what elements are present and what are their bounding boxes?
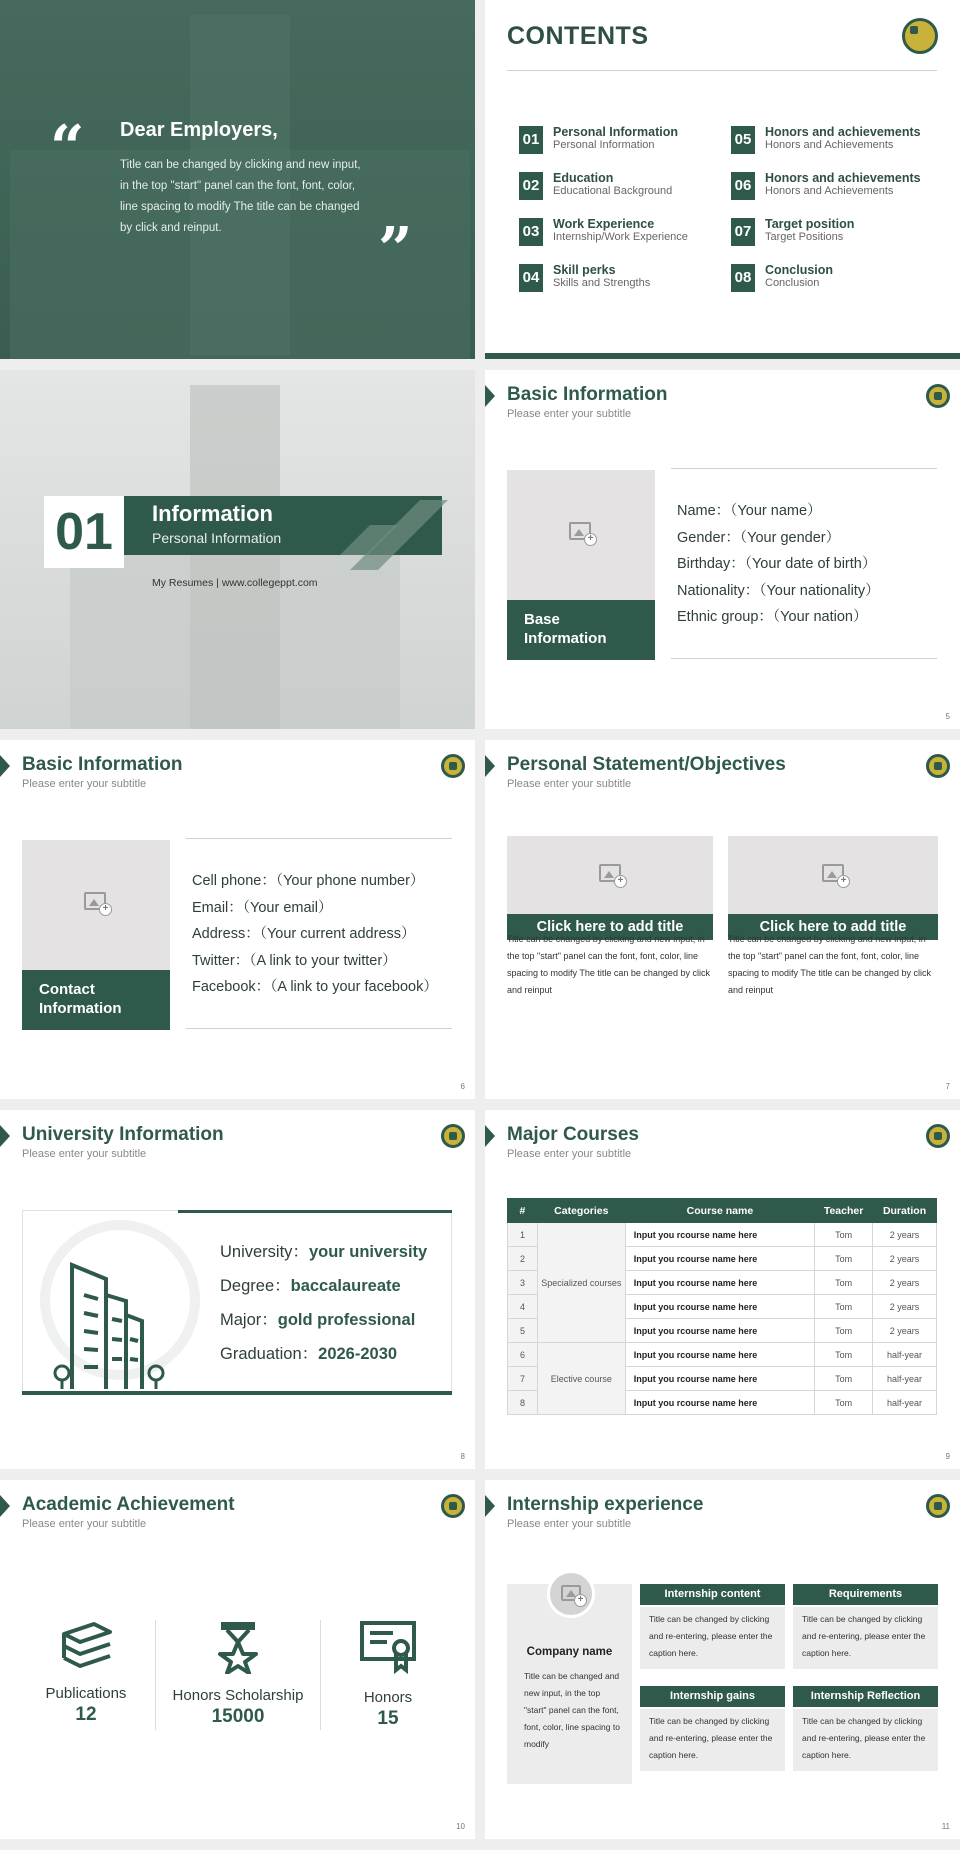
contents-item-title: Skill perks [553, 263, 616, 277]
bottom-bar [22, 1391, 452, 1395]
contents-item-number: 06 [731, 172, 755, 200]
teacher: Tom [815, 1247, 873, 1271]
block-text: Title can be changed by clicking and re-entering, please enter the caption here. [640, 1709, 785, 1771]
section-subtitle: Personal Information [152, 530, 282, 546]
university-logo-icon [926, 1124, 950, 1148]
slide-major-courses[interactable] [485, 1110, 960, 1469]
contents-item-title: Target position [765, 217, 855, 231]
slide-subtitle: Please enter your subtitle [507, 1148, 632, 1160]
contents-item[interactable] [519, 216, 719, 248]
detail-value: your university [308, 1243, 428, 1261]
duration: 2 years [873, 1271, 937, 1295]
duration: 2 years [873, 1247, 937, 1271]
info-line: Email：（Your email） [192, 899, 333, 916]
info-line: Gender：（Your gender） [677, 529, 841, 546]
open-quote-icon: “ [50, 113, 85, 183]
teacher: Tom [815, 1319, 873, 1343]
slide-section-information[interactable] [0, 370, 475, 729]
table-body [508, 1223, 937, 1415]
slide-title: Major Courses [507, 1124, 639, 1145]
slide-university-information[interactable] [0, 1110, 475, 1469]
section-url: My Resumes | www.collegeppt.com [152, 577, 318, 589]
teacher: Tom [815, 1391, 873, 1415]
block-head: Internship gains [640, 1686, 785, 1707]
course-name[interactable]: Input you rcourse name here [625, 1247, 814, 1271]
top-bar [178, 1210, 452, 1213]
contents-item[interactable] [731, 124, 931, 156]
slide-personal-statement[interactable] [485, 740, 960, 1099]
block-text: Title can be changed by clicking and re-entering, please enter the caption here. [640, 1607, 785, 1669]
header-marker [0, 755, 10, 777]
contents-item-number: 08 [731, 264, 755, 292]
university-line [220, 1306, 415, 1330]
row-number: 7 [508, 1367, 538, 1391]
university-logo-icon [926, 384, 950, 408]
course-name[interactable]: Input you rcourse name here [625, 1271, 814, 1295]
slide-title: Basic Information [507, 384, 668, 405]
university-logo-icon [926, 754, 950, 778]
divider [155, 1620, 156, 1730]
table-row [508, 1223, 937, 1247]
slide-subtitle: Please enter your subtitle [22, 778, 147, 790]
close-quote-icon: ” [378, 215, 413, 285]
course-name[interactable]: Input you rcourse name here [625, 1367, 814, 1391]
divider [186, 838, 452, 839]
contents-item[interactable] [731, 216, 931, 248]
contents-item-number: 03 [519, 218, 543, 246]
slide-basic-information[interactable] [485, 370, 960, 729]
achievement-value: 12 [75, 1704, 97, 1725]
info-line: Address：（Your current address） [192, 926, 416, 942]
university-line [220, 1272, 401, 1296]
detail-label: Degree： [220, 1277, 291, 1295]
contents-item-subtitle: Skills and Strengths [553, 277, 651, 289]
table-row [508, 1343, 937, 1367]
achievement-publications [16, 1620, 156, 1726]
course-name[interactable]: Input you rcourse name here [625, 1295, 814, 1319]
info-line: Ethnic group：（Your nation） [677, 609, 868, 625]
achievement-scholarship [168, 1620, 308, 1728]
teacher: Tom [815, 1271, 873, 1295]
university-logo-icon [441, 754, 465, 778]
block-head: Requirements [793, 1584, 938, 1605]
row-number: 4 [508, 1295, 538, 1319]
contents-item-number: 02 [519, 172, 543, 200]
certificate-icon [359, 1620, 417, 1676]
page-number: 5 [945, 712, 950, 721]
contents-item-subtitle: Honors and Achievements [765, 139, 894, 151]
bottom-bar [485, 353, 960, 359]
company-text: Title can be changed and new input, in the top "start" panel can the font, font, color, line spacing to modify [524, 1671, 620, 1749]
contents-item[interactable] [519, 170, 719, 202]
contents-item[interactable] [731, 170, 931, 202]
info-line: Birthday：（Your date of birth） [677, 556, 877, 572]
column-header: Course name [625, 1199, 814, 1223]
slide-title: Academic Achievement [22, 1494, 235, 1515]
info-line: Name：（Your name） [677, 503, 822, 519]
contents-item-number: 01 [519, 126, 543, 154]
letter-title: Dear Employers, [120, 119, 278, 141]
page-number: 9 [945, 1452, 950, 1461]
page-number: 8 [460, 1452, 465, 1461]
duration: half-year [873, 1391, 937, 1415]
category-cell: Specialized courses [537, 1223, 625, 1343]
header-marker [485, 1125, 495, 1147]
university-line [220, 1238, 427, 1262]
teacher: Tom [815, 1343, 873, 1367]
detail-label: Graduation： [220, 1345, 319, 1363]
block-text: Title can be changed by clicking and re-entering, please enter the caption here. [793, 1709, 938, 1771]
contents-item-subtitle: Personal Information [553, 139, 655, 151]
row-number: 2 [508, 1247, 538, 1271]
photo-placeholder[interactable] [728, 836, 938, 916]
slide-subtitle: Please enter your subtitle [22, 1518, 147, 1530]
contents-item-number: 04 [519, 264, 543, 292]
column-header: # [508, 1199, 538, 1223]
section-title: Information [152, 501, 273, 526]
contents-item-subtitle: Educational Background [553, 185, 673, 197]
slide-subtitle: Please enter your subtitle [22, 1148, 147, 1160]
column-header: Categories [537, 1199, 625, 1223]
photo-placeholder[interactable] [507, 836, 713, 916]
page-number: 10 [456, 1822, 465, 1831]
contents-item-number: 05 [731, 126, 755, 154]
contents-item-title: Work Experience [553, 217, 655, 231]
add-image-icon [599, 864, 621, 882]
card-text: Title can be changed by clicking and new input, in the top "start" panel can the font, font, color, line spacing to modify The title can be changed by click and reinput [728, 934, 931, 995]
teacher: Tom [815, 1367, 873, 1391]
slide-subtitle: Please enter your subtitle [507, 408, 632, 420]
university-logo-icon [441, 1494, 465, 1518]
row-number: 1 [508, 1223, 538, 1247]
divider [671, 468, 937, 469]
contents-item-subtitle: Target Positions [765, 231, 844, 243]
courses-table [507, 1198, 937, 1415]
company-logo-placeholder[interactable] [547, 1570, 595, 1618]
header-marker [485, 385, 495, 407]
card-text: Title can be changed by clicking and new input, in the top "start" panel can the font, font, color, line spacing to modify The title can be changed by click and reinput [507, 934, 710, 995]
row-number: 5 [508, 1319, 538, 1343]
contents-title: CONTENTS [507, 22, 649, 50]
detail-value: baccalaureate [290, 1277, 401, 1295]
add-image-icon [84, 892, 106, 910]
table-header [508, 1199, 937, 1223]
row-number: 8 [508, 1391, 538, 1415]
tower-silhouette [190, 385, 280, 729]
page-number: 7 [945, 1082, 950, 1091]
contents-item-subtitle: Conclusion [765, 277, 820, 289]
block-text: Title can be changed by clicking and re-entering, please enter the caption here. [793, 1607, 938, 1669]
contents-item-number: 07 [731, 218, 755, 246]
info-line: Twitter：（A link to your twitter） [192, 952, 397, 969]
page-number: 6 [460, 1082, 465, 1091]
contents-item-subtitle: Internship/Work Experience [553, 231, 688, 243]
university-logo-icon [926, 1494, 950, 1518]
slide-title: Internship experience [507, 1494, 704, 1515]
add-image-icon [822, 864, 844, 882]
header-marker [0, 1495, 10, 1517]
page-number: 11 [941, 1822, 950, 1831]
contents-item-title: Education [553, 171, 614, 185]
university-logo-icon [441, 1124, 465, 1148]
info-line: Nationality：（Your nationality） [677, 582, 880, 599]
detail-label: Major： [220, 1311, 278, 1329]
teacher: Tom [815, 1223, 873, 1247]
info-line: Cell phone：（Your phone number） [192, 873, 425, 889]
teacher: Tom [815, 1295, 873, 1319]
category-cell: Elective course [537, 1343, 625, 1415]
medal-icon [215, 1620, 261, 1674]
contents-item-title: Conclusion [765, 263, 834, 277]
row-number: 6 [508, 1343, 538, 1367]
letter-text: Title can be changed by clicking and new input, in the top "start" panel can the font, font, color, line spacing to modify The title can be changed by click and reinput. [120, 159, 361, 234]
section-number: 01 [44, 496, 124, 568]
add-image-icon [561, 1585, 581, 1601]
info-line: Facebook：（A link to your facebook） [192, 979, 438, 995]
divider [186, 1028, 452, 1029]
slide-contact-information[interactable] [0, 740, 475, 1099]
column-header: Teacher [815, 1199, 873, 1223]
card-title-button[interactable]: Click here to add title [507, 914, 713, 940]
contents-item[interactable] [731, 262, 931, 294]
slide-subtitle: Please enter your subtitle [507, 1518, 632, 1530]
header-marker [485, 755, 495, 777]
slide-internship-experience[interactable] [485, 1480, 960, 1839]
slide-title: Basic Information [22, 754, 183, 775]
achievement-value: 15000 [211, 1706, 265, 1727]
achievement-label: Honors Scholarship [172, 1687, 304, 1704]
contents-item[interactable] [519, 124, 719, 156]
duration: 2 years [873, 1223, 937, 1247]
contents-item[interactable] [519, 262, 719, 294]
duration: half-year [873, 1367, 937, 1391]
contents-item-title: Honors and achievements [765, 125, 921, 139]
slide-title: University Information [22, 1124, 224, 1145]
course-name[interactable]: Input you rcourse name here [625, 1343, 814, 1367]
contents-item-title: Honors and achievements [765, 171, 921, 185]
card-title-button[interactable]: Click here to add title [728, 914, 938, 940]
slide-subtitle: Please enter your subtitle [507, 778, 632, 790]
duration: 2 years [873, 1319, 937, 1343]
slide-contents[interactable] [485, 0, 960, 359]
slide-dear-employers[interactable] [0, 0, 475, 359]
achievement-honors [318, 1620, 458, 1730]
achievement-value: 15 [377, 1708, 399, 1729]
add-image-icon [569, 522, 591, 540]
course-name[interactable]: Input you rcourse name here [625, 1391, 814, 1415]
row-number: 3 [508, 1271, 538, 1295]
achievement-label: Honors [363, 1689, 413, 1706]
duration: 2 years [873, 1295, 937, 1319]
slide-academic-achievement[interactable] [0, 1480, 475, 1839]
course-name[interactable]: Input you rcourse name here [625, 1223, 814, 1247]
university-line [220, 1340, 397, 1364]
detail-value: gold professional [277, 1311, 416, 1329]
course-name[interactable]: Input you rcourse name here [625, 1319, 814, 1343]
header-marker [0, 1125, 10, 1147]
duration: half-year [873, 1343, 937, 1367]
block-head: Internship content [640, 1584, 785, 1605]
detail-value: 2026-2030 [318, 1345, 398, 1363]
box-label: Base Information [507, 600, 655, 660]
buildings-icon [52, 1255, 170, 1391]
divider [671, 658, 937, 659]
divider [507, 70, 937, 71]
block-head: Internship Reflection [793, 1686, 938, 1707]
contents-item-title: Personal Information [553, 125, 679, 139]
achievement-label: Publications [45, 1685, 127, 1702]
detail-label: University： [220, 1243, 309, 1261]
box-label: Contact Information [22, 970, 170, 1030]
contents-item-subtitle: Honors and Achievements [765, 185, 894, 197]
books-icon [58, 1620, 114, 1672]
company-name: Company name [526, 1646, 613, 1658]
header-marker [485, 1495, 495, 1517]
slide-title: Personal Statement/Objectives [507, 754, 786, 775]
column-header: Duration [873, 1199, 937, 1223]
university-logo-icon [902, 18, 938, 54]
